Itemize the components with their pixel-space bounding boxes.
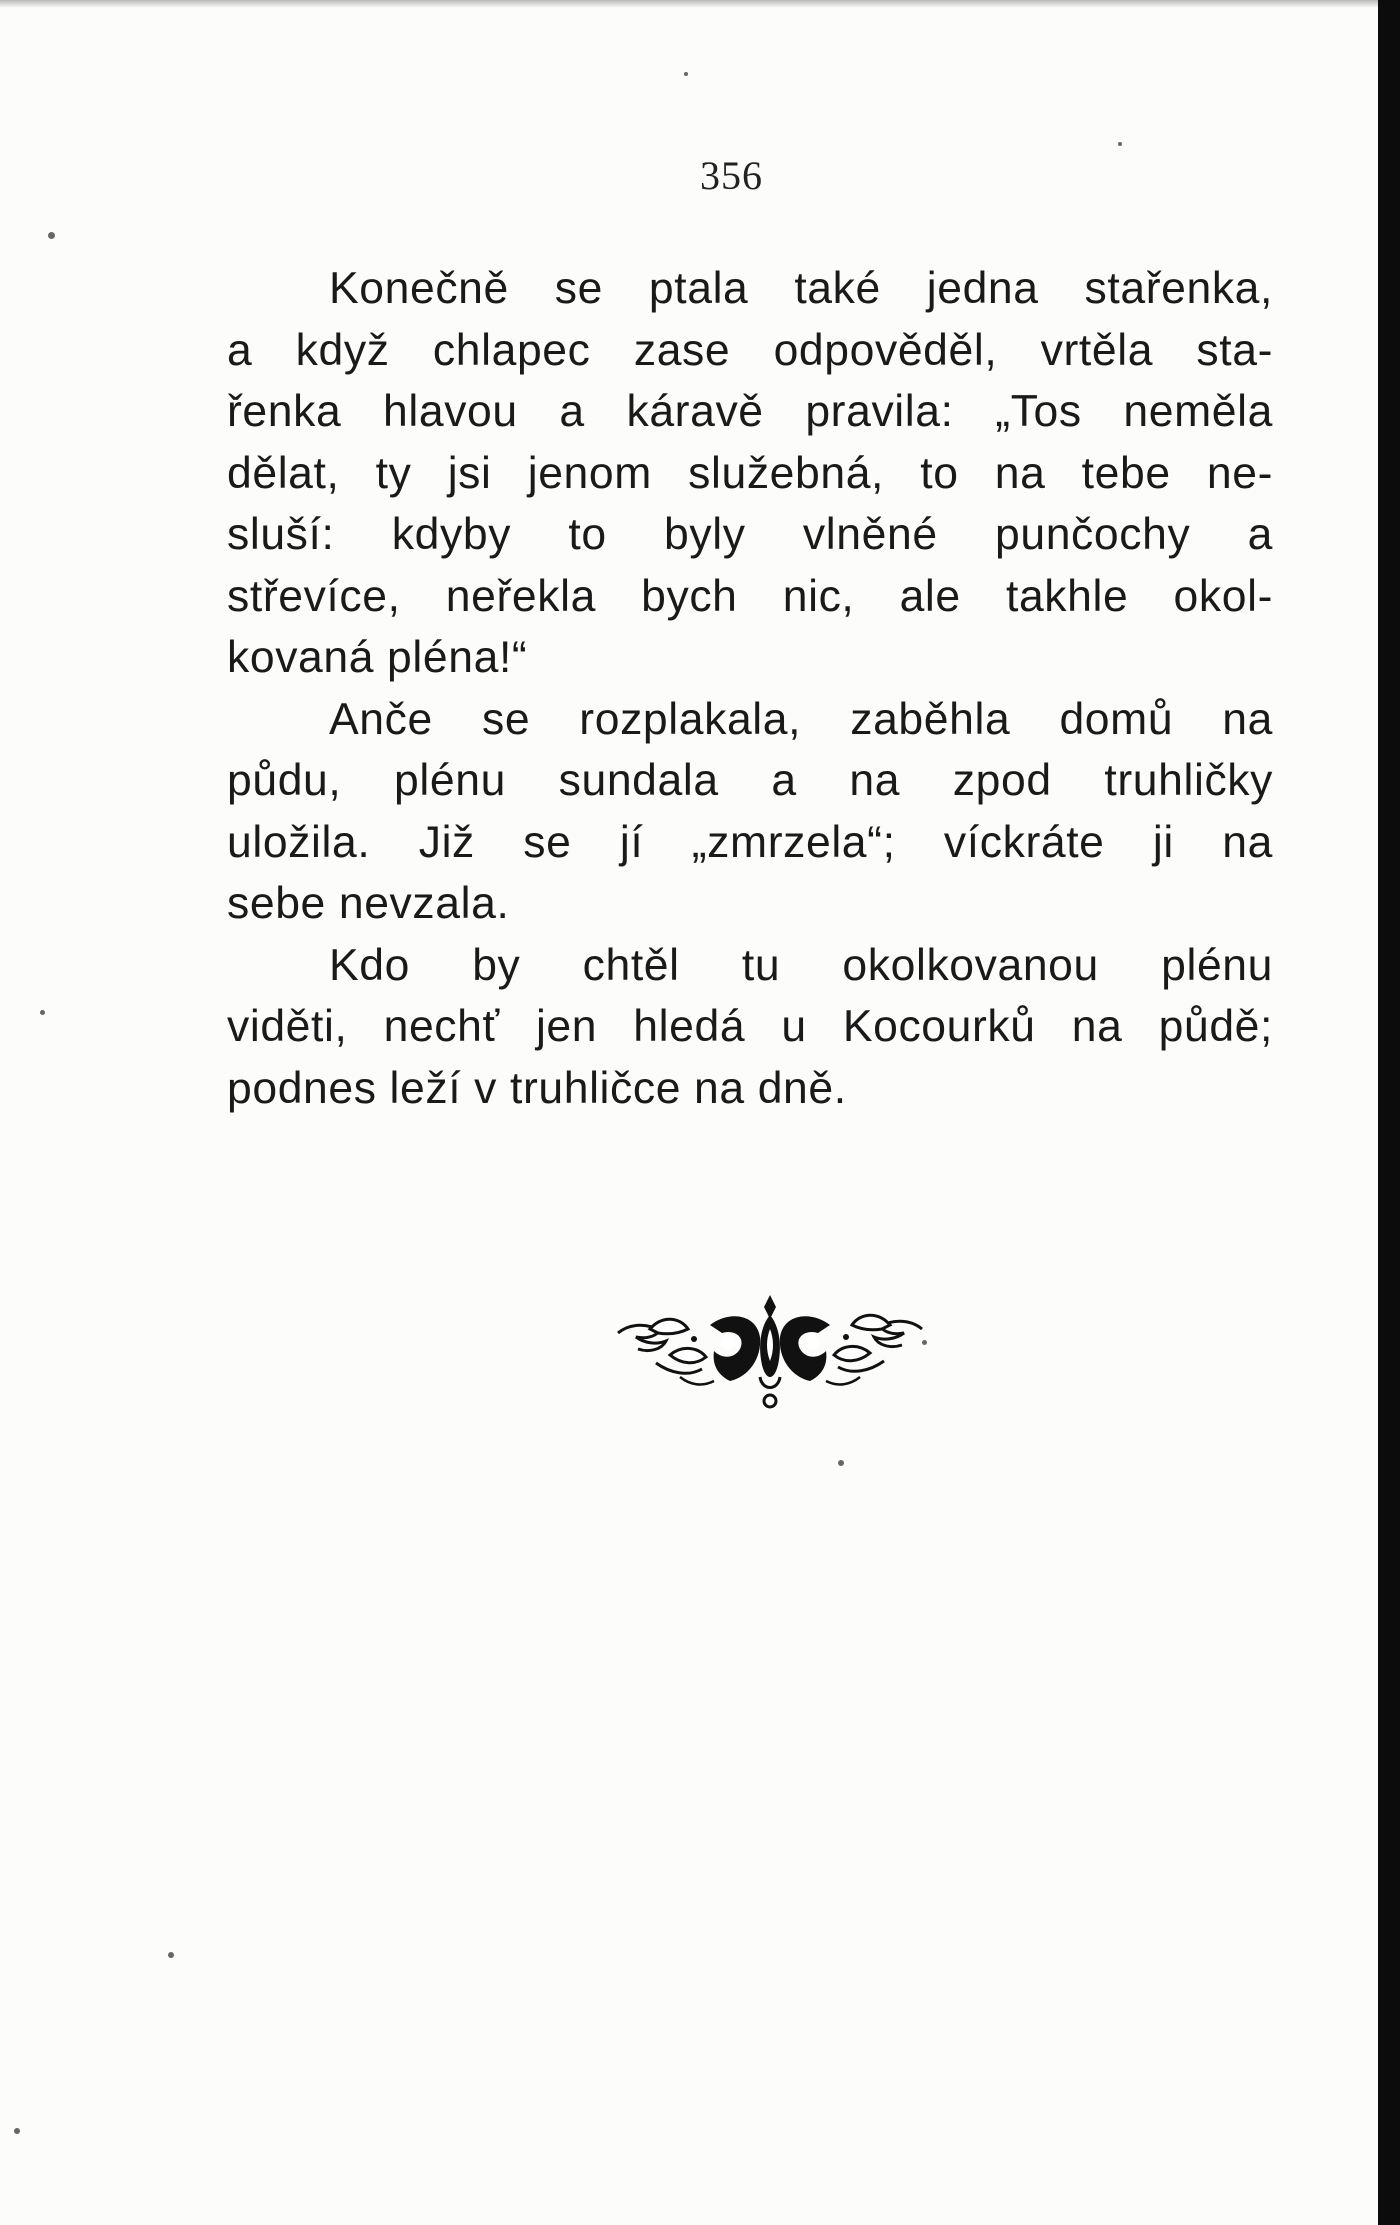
scan-speck — [168, 1952, 174, 1958]
text-line: podnes leží v truhličce na dně. — [227, 1063, 847, 1113]
text-line: uložila. Již se jí „zmrzela“; víckráte ji na — [227, 817, 1273, 867]
scan-speck — [48, 232, 55, 239]
text-line: půdu, plénu sundala a na zpod truhličky — [227, 756, 1273, 805]
text-line: dělat, ty jsi jenom služebná, to na tebe ne- — [227, 448, 1273, 498]
paragraph-2 — [227, 689, 1273, 935]
text-line: sluší: kdyby to byly vlněné punčochy a — [227, 510, 1273, 559]
paragraph-3 — [227, 935, 1273, 1120]
text-line: střevíce, neřekla bych nic, ale takhle okol- — [227, 571, 1273, 621]
text-line: viděti, nechť jen hledá u Kocourků na půdě; — [227, 1002, 1273, 1051]
scan-speck — [684, 72, 688, 76]
scan-speck — [40, 1010, 45, 1015]
floral-ornament-icon — [610, 1285, 930, 1435]
text-line: sebe nevzala. — [227, 879, 510, 928]
body-text — [227, 258, 1273, 1119]
text-line: a když chlapec zase odpověděl, vrtěla sta- — [227, 325, 1273, 375]
scan-speck — [922, 1340, 927, 1345]
text-line: Anče se rozplakala, zaběhla domů na — [329, 694, 1273, 744]
text-line: řenka hlavou a káravě pravila: „Tos neměla — [227, 387, 1273, 436]
scan-speck — [14, 2128, 20, 2134]
scan-speck — [1118, 142, 1122, 146]
text-line: Kdo by chtěl tu okolkovanou plénu — [329, 940, 1273, 990]
text-line: kovaná pléna!“ — [227, 633, 528, 682]
text-line: Konečně se ptala také jedna stařenka, — [329, 264, 1273, 313]
scan-edge-top — [0, 0, 1380, 8]
paragraph-1 — [227, 258, 1273, 689]
scan-speck — [838, 1460, 844, 1466]
page-number: 356 — [700, 153, 763, 198]
scan-edge-right — [1378, 0, 1400, 2225]
